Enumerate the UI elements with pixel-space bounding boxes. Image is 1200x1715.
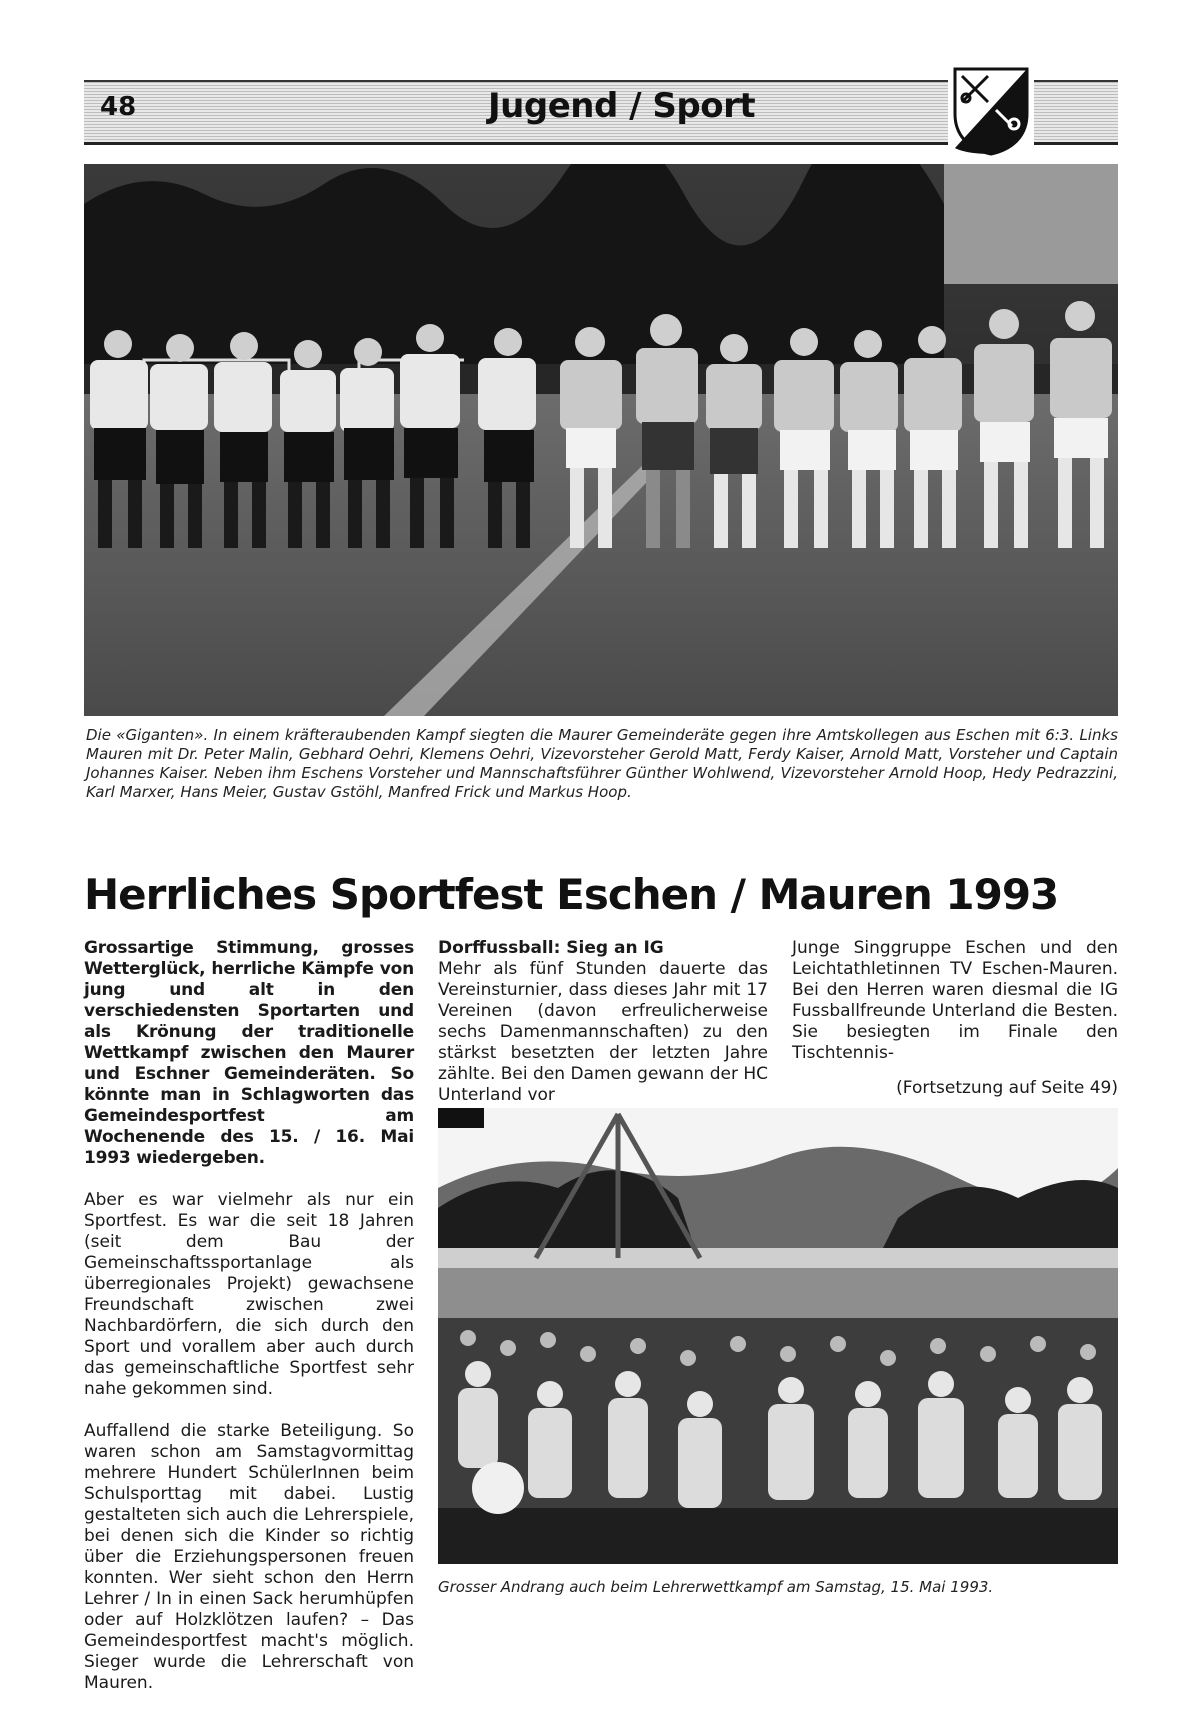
article-column-2 bbox=[438, 938, 768, 1106]
article-paragraph-1: Aber es war vielmehr als nur ein Sportfest. Es war die seit 18 Jahren (seit dem Bau der Gemeinschaftssportanlage als überregionales Projekt) gewachsene Freundschaft zwischen zwei Nachbardörfern, die sich durch den Sport und vorallem aber auch durch das gemeinschaftliche Sportfest sehr nahe gekommen sind. bbox=[84, 1190, 414, 1399]
article-headline: Herrliches Sportfest Eschen / Mauren 1993 bbox=[84, 870, 1059, 919]
section-title: Jugend / Sport bbox=[488, 86, 756, 126]
page-number: 48 bbox=[100, 92, 137, 122]
crowd-photo bbox=[438, 1108, 1118, 1564]
article-paragraph-2: Auffallend die starke Beteiligung. So waren schon am Samstagvormittag mehrere Hundert SchülerInnen beim Schulsporttag mit dabei. Lustig gestalteten sich auch die Lehrerspiele, bei denen sich die Kinder so richtig über die Erziehungspersonen freuen konnten. Wer sieht schon den Herrn Lehrer / In in einen Sack herumhüpfen oder auf Holzklötzen laufen? – Das Gemeindesportfest macht's möglich. Sieger wurde die Lehrerschaft von Mauren. bbox=[84, 1421, 414, 1693]
article-column-3 bbox=[792, 938, 1118, 1099]
team-photo bbox=[84, 164, 1118, 716]
article-column-1 bbox=[84, 938, 414, 1715]
article-subhead: Dorffussball: Sieg an IG bbox=[438, 938, 664, 958]
municipal-crest-icon bbox=[952, 66, 1030, 156]
crowd-photo-caption: Grosser Andrang auch beim Lehrerwettkampf am Samstag, 15. Mai 1993. bbox=[438, 1578, 994, 1596]
article-lead: Grossartige Stimmung, grosses Wetterglück, herrliche Kämpfe von jung und alt in den verschiedensten Sportarten und als Krönung der traditionelle Wettkampf zwischen den Maurer und Eschner Gemeinderäten. So könnte man in Schlagworten das Gemeindesportfest am Wochenende des 15. / 16. Mai 1993 wiedergeben. bbox=[84, 938, 414, 1168]
article-paragraph-3: Mehr als fünf Stunden dauerte das Vereinsturnier, dass dieses Jahr mit 17 Vereinen (davon erfreulicherweise sechs Damenmannschaften) zu den stärkst besetzten der letzten Jahre zählte. Bei den Damen gewann der HC Unterland vor bbox=[438, 959, 768, 1105]
team-photo-caption: Die «Giganten». In einem kräfteraubenden Kampf siegten die Maurer Gemeinderäte gegen ihre Amtskollegen aus Eschen mit 6:3. Links Mauren mit Dr. Peter Malin, Gebhard Oehri, Klemens Oehri, Vizevorsteher Gerold Matt, Ferdy Kaiser, Arnold Matt, Vorsteher und Captain Johannes Kaiser. Neben ihm Eschens Vorsteher und Mannschaftsführer Günther Wohlwend, Vizevorsteher Arnold Hoop, Hedy Pedrazzini, Karl Marxer, Hans Meier, Gustav Gstöhl, Manfred Frick und Markus Hoop. bbox=[86, 726, 1118, 801]
continuation-note: (Fortsetzung auf Seite 49) bbox=[896, 1078, 1118, 1098]
article-paragraph-4: Junge Singgruppe Eschen und den Leichtathletinnen TV Eschen-Mauren. Bei den Herren waren diesmal die IG Fussballfreunde Unterland die Besten. Sie besiegten im Finale den Tischtennis- bbox=[792, 938, 1118, 1063]
